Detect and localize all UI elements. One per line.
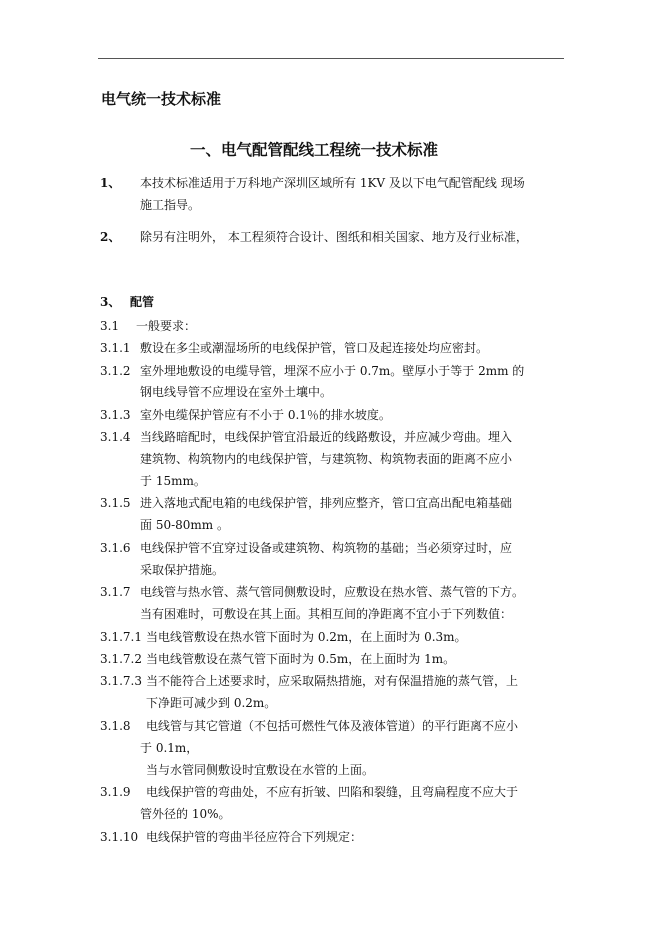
item-number: 1、 (100, 176, 121, 190)
item-text: 当与水管同侧敷设时宜敷设在水管的上面。 (146, 763, 375, 777)
item-text: 当有困难时，可敷设在其上面。其相互间的净距离不宜小于下列数值： (140, 607, 513, 621)
item-number: 3.1.5 (100, 496, 131, 510)
item-text: 一般要求： (136, 319, 197, 333)
item-text: 配管 (130, 295, 155, 309)
item-text: 当电线管敷设在蒸气管下面时为 0.5m，在上面时为 1m。 (146, 652, 456, 666)
item-text: 于 15mm。 (140, 474, 206, 488)
item-text: 电线保护管不宜穿过设备或建筑物、构筑物的基础；当必须穿过时，应 (140, 541, 513, 555)
item-text: 下净距可减少到 0.2m。 (146, 696, 277, 710)
item-number: 3.1.7.1 (100, 630, 142, 644)
item-text: 当不能符合上述要求时，应采取隔热措施，对有保温措施的蒸气管，上 (146, 674, 519, 688)
item-text: 电线保护管的弯曲半径应符合下列规定： (146, 830, 363, 844)
item-text: 当线路暗配时，电线保护管宜沿最近的线路敷设，并应减少弯曲。埋入 (140, 430, 513, 444)
item-number: 3.1.7.3 (100, 674, 142, 688)
item-text: 电线管与热水管、蒸气管同侧敷设时，应敷设在热水管、蒸气管的下方。 (140, 585, 525, 599)
item-text: 本技术标准适用于万科地产深圳区域所有 1KV 及以下电气配管配线 现场 (140, 176, 525, 190)
item-number: 3.1 (100, 319, 120, 333)
item-number: 3.1.4 (100, 430, 131, 444)
item-text: 敷设在多尘或潮湿场所的电线保护管，管口及起连接处均应密封。 (140, 341, 489, 355)
item-number: 3.1.8 (100, 719, 131, 733)
item-number: 3.1.7 (100, 585, 131, 599)
item-text: 进入落地式配电箱的电线保护管，排列应整齐，管口宜高出配电箱基础 (140, 496, 513, 510)
item-number: 3.1.1 (100, 341, 131, 355)
header-rule (98, 58, 564, 59)
item-number: 3.1.2 (100, 364, 131, 378)
item-number: 3、 (100, 295, 121, 309)
item-text: 于 0.1m， (140, 741, 199, 755)
item-number: 3.1.10 (100, 830, 139, 844)
item-number: 3.1.6 (100, 541, 131, 555)
item-text: 除另有注明外， 本工程须符合设计、图纸和相关国家、地方及行业标准， (140, 230, 528, 244)
item-text: 管外径的 10%。 (140, 807, 231, 821)
item-number: 3.1.3 (100, 408, 131, 422)
item-number: 3.1.9 (100, 785, 131, 799)
item-text: 电线管与其它管道（不包括可燃性气体及液体管道）的平行距离不应小 (146, 719, 519, 733)
item-text: 施工指导。 (140, 198, 201, 212)
item-text: 钢电线导管不应埋设在室外土壤中。 (140, 385, 333, 399)
item-text: 电线保护管的弯曲处，不应有折皱、凹陷和裂缝，且弯扁程度不应大于 (146, 785, 519, 799)
item-number: 2、 (100, 230, 121, 244)
item-text: 建筑物、构筑物内的电线保护管，与建筑物、构筑物表面的距离不应小 (140, 452, 513, 466)
item-text: 采取保护措施。 (140, 563, 225, 577)
section-title: 一、电气配管配线工程统一技术标准 (190, 141, 439, 159)
item-text: 当电线管敷设在热水管下面时为 0.2m，在上面时为 0.3m。 (146, 630, 467, 644)
item-text: 室外埋地敷设的电缆导管，埋深不应小于 0.7m。壁厚小于等于 2mm 的 (140, 364, 525, 378)
item-text: 面 50-80mm 。 (140, 518, 229, 532)
item-number: 3.1.7.2 (100, 652, 142, 666)
document-title: 电气统一技术标准 (101, 90, 222, 108)
item-text: 室外电缆保护管应有不小于 0.1％的排水坡度。 (140, 408, 391, 422)
